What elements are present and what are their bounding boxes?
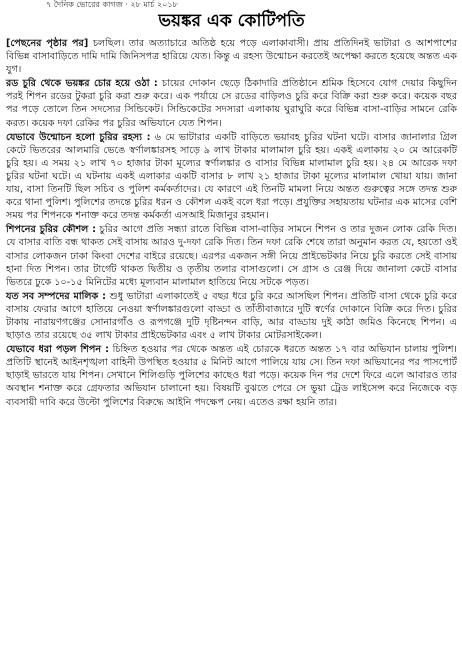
section-lead: যত সব সম্পদের মালিক : [6, 290, 106, 302]
section-lead: রড চুরি থেকে ভয়ঙ্কর চোর হয়ে ওঠা : [6, 78, 158, 90]
article-body [6, 37, 457, 409]
intro-paragraph [6, 37, 457, 76]
section-body: চিহ্নিত হওয়ার পর থেকে অন্তত এই চোরকে ধরতে অন্তত ১৭ বার অভিযান চালায় পুলিশ। প্রতিটি স্থানেই আইনশৃঙ্খলা বাহিনী উপস্থিত হওয়ার ৫ মিনিট আগে পালিয়ে যায় সে। তিন দফা অভিযানের পর পাসপোর্ট ছাড়াই ভারতে যায় শিপন। সেখানে শিলিগুড়ি পুলিশের কাছেও ধরা পড়ে। কয়েক দিন পর দেশে ফিরে এলে আবারও তার অবস্থান শনাক্ত করে গ্রেফতার অভিযান চালানো হয়। বিষয়টি বুঝতে পেরে সে ভুয়া ট্রেড লাইসেন্স করে নিজেকে বড় ব্যবসায়ী দাবি করে উল্টো পুলিশের বিরুদ্ধে আইনি পদক্ষেপ নেয়। এতেও রক্ষা হয়নি তার। [6, 344, 457, 408]
section-body: চায়ের দোকান ছেড়ে ঠিকাদারি প্রতিষ্ঠানে শ্রমিক হিসেবে যোগ দেয়ার কিছুদিন পরই শিপন রডের টুকরা চুরি করা শুরু করে। এক পর্যায়ে সে রডের বাড়িলও চুরি করে বিক্রি করা শুরু করে। কয়েক বছর পর পড়ে তোলে তিন সদস্যের সিন্ডিকেট। সিন্ডিকেটের সদস্যরা এলাকায় ঘুরাঘুরি করে বিভিন্ন বাসা-বাড়ির সামনে রেকি করত। কয়েক দফা রেকির পর চুরির অভিযানে যেত শিপন। [6, 78, 457, 129]
continuation-marker: [পেছনের পৃষ্ঠার পর] [6, 38, 89, 49]
section-body: শুধু ভাটারা এলাকাতেই ৫ বছর ধরে চুরি করে আসছিল শিপন। প্রতিটি বাসা থেকে চুরি করে বাসায় ফেরার আগে হাতিয়ে নেওয়া স্বর্ণালঙ্কারগুলো বাড্ডা ও তাঁতীবাজারে দুটি স্বর্ণের দোকানে বিক্রি করে দিত। চুরির টাকায় নারায়ণগঞ্জের সোনারগাঁও ও রূপগঞ্জে দুটি দৃষ্টিনন্দন বাড়ি, আর বাড্ডায় দুই কাঠা জমিও কিনেছে শিপন। এ ছাড়াও তার রয়েছে ৩৫ লাখ টাকার প্রাইভেটকার এবং ৫ লাখ টাকার মোটরসাইকেল। [6, 290, 457, 342]
section-paragraph [6, 223, 457, 288]
headline: ভয়ঙ্কর এক কোটিপতি [158, 11, 305, 31]
section-paragraph [6, 131, 457, 223]
section-lead: যেভাবে ধরা পড়ল শিপন : [6, 344, 109, 356]
section-body: ৬ মে ভাটারার একটি বাড়িতে ভয়াবহ চুরির ঘটনা ঘটে। বাসার জানালার গ্রিল কেটে ভিতরের আলমারি ভেঙে স্বর্ণালঙ্কারসহ সাড়ে ৯ লাখ টাকার মালামাল চুরি হয়। একই এলাকায় ২০ মে আরেকটি চুরি হয়। এ সময় ২১ লাখ ৭০ হাজার টাকা মূল্যের স্বর্ণালঙ্কার ও বাসার বিভিন্ন মালামাল চুরি হয়। ২৪ মে আরেক দফা চুরির ঘটনা ঘটে। এ ঘটনায় একই এলাকার একটি বাসার ৮ লাখ ২১ হাজার টাকা মূল্যের মালামাল খোয়া যায়। জানা যায়, বাসা তিনটি ছিল সচিব ও পুলিশ কর্মকর্তাদের। যে কারণে এই তিনটি মামলা নিয়ে অন্তত গুরুত্বের সঙ্গে তদন্ত শুরু করে থানা পুলিশ। পুলিশের তদন্তে চুরির ধরন ও কৌশল একই বলে ধরা পড়ে। প্রযুক্তির সহায়তায় ঘটনার এক মাসের বেশি সময় পর শিপনকে শনাক্ত করে তদন্ত কর্মকর্তা এসআই মিজানুর রহমান। [6, 131, 457, 222]
section-paragraph [6, 77, 457, 129]
intro-text: চলছিল। তার অত্যাচারে অতিষ্ঠ হয়ে পড়ে এলাকাবাসী। প্রায় প্রতিদিনই ভাটারা ও আশপাশের বিভিন্ন বাসাবাড়িতে দামি দামি জিনিসপত্র হারিয়ে যেত। কিন্তু এ রহস্য উন্মোচন করতেই অপেক্ষা করতে হয়েছে অন্তত এক যুগ। [6, 38, 457, 76]
cropped-header-text: ৭ দৈনিক ভোরের কাগজ · ২৮ মার্চ ২০১৮ [46, 0, 178, 9]
section-paragraph [6, 290, 457, 342]
section-lead: যেভাবে উন্মোচন হলো চুরির রহস্য : [6, 131, 151, 143]
section-body: চুরির আগে প্রতি সন্ধ্যা রাতে বিভিন্ন বাসা-বাড়ির সামনে শিপন ও তার দুজন লোক রেকি দিত। যে বাসার বাতি বন্ধ থাকত সেই বাসায় আরও দু-দফা রেকি দিত। তিন দফা রেকি শেষে তারা অনুমান করত যে, হয়তো ওই বাসার লোকজন ঢাকা কিংবা দেশের বাইরে রয়েছে। এরপর একজন সঙ্গী নিয়ে প্রাইভেটকার নিয়ে চুরি করতে সেই বাসায় হানা দিত শিপন। তার টার্গেট থাকত দ্বিতীয় ও তৃতীয় তলার বাসাগুলো। সে গ্রাস ও রেঞ্জ দিয়ে জানালা কেটে বাসার ভিতরে ঢুকে ১০-১৫ মিনিটের মধ্যে মূল্যবান মালামাল হাতিয়ে নিয়ে সটকে পড়ত। [6, 224, 457, 288]
section-lead: শিপনের চুরির কৌশল : [6, 224, 97, 236]
section-paragraph [6, 343, 457, 408]
